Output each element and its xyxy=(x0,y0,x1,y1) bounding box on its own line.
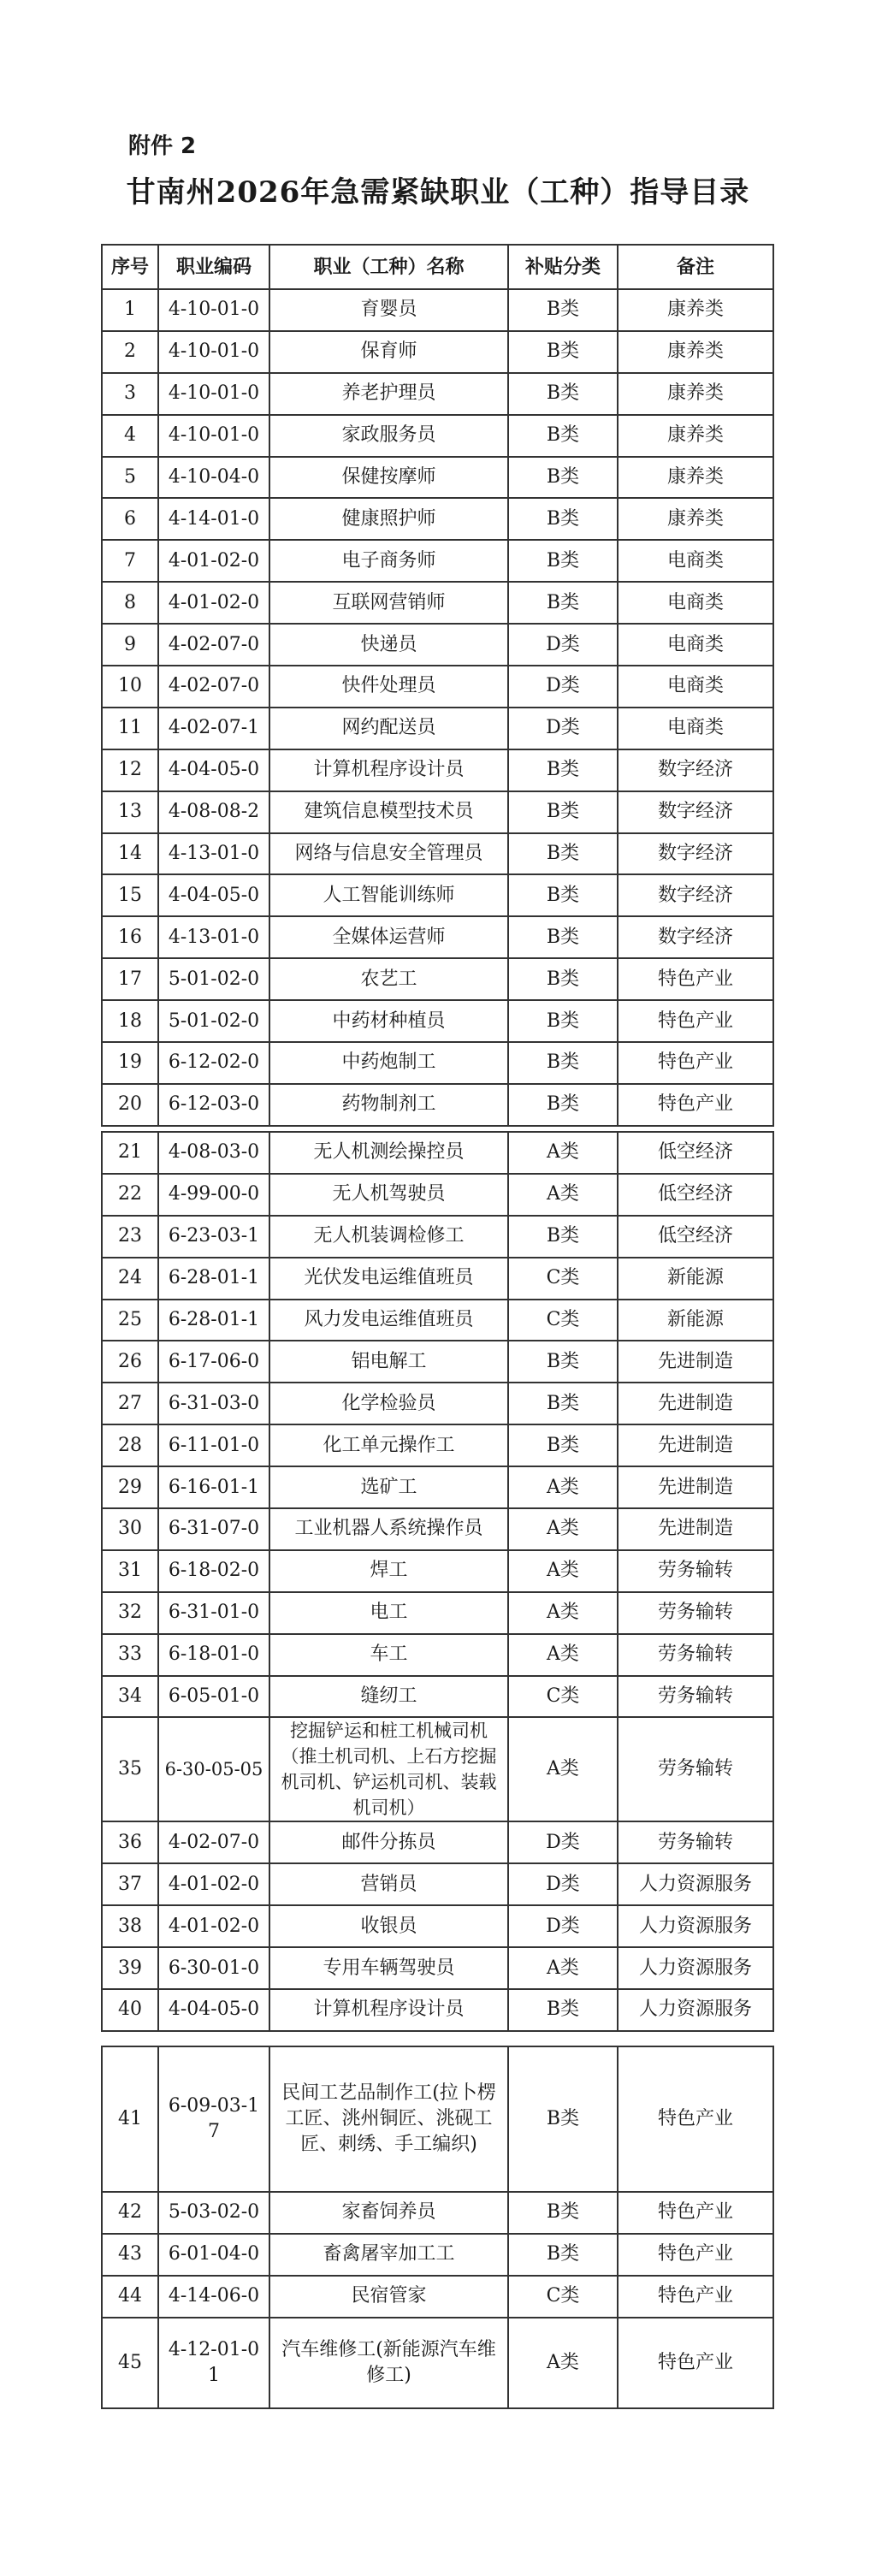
row-seq: 14 xyxy=(102,833,158,875)
row-remark: 康养类 xyxy=(618,415,773,457)
row-seq: 29 xyxy=(102,1466,158,1508)
table-row xyxy=(102,457,773,499)
row-remark: 电商类 xyxy=(618,582,773,624)
table-row xyxy=(102,1084,773,1126)
row-name: 焊工 xyxy=(269,1550,508,1592)
row-remark: 康养类 xyxy=(618,373,773,415)
row-code: 4-10-01-0 xyxy=(158,331,269,373)
table-row xyxy=(102,1592,773,1634)
row-name: 全媒体运营师 xyxy=(269,916,508,958)
row-code: 4-10-01-0 xyxy=(158,373,269,415)
row-seq: 24 xyxy=(102,1258,158,1300)
row-subsidy: A类 xyxy=(508,1466,618,1508)
occupation-table-part-1 xyxy=(101,244,774,1127)
row-code: 6-31-03-0 xyxy=(158,1383,269,1424)
row-seq: 34 xyxy=(102,1676,158,1718)
row-seq: 44 xyxy=(102,2276,158,2318)
row-subsidy: B类 xyxy=(508,415,618,457)
table-row xyxy=(102,1466,773,1508)
row-code: 4-02-07-0 xyxy=(158,1821,269,1863)
row-seq: 2 xyxy=(102,331,158,373)
row-name: 电工 xyxy=(269,1592,508,1634)
occupation-table-part-2 xyxy=(101,1131,774,2032)
row-remark: 特色产业 xyxy=(618,1084,773,1126)
table-row xyxy=(102,624,773,666)
row-remark: 特色产业 xyxy=(618,2192,773,2234)
row-subsidy: B类 xyxy=(508,1042,618,1084)
row-seq: 5 xyxy=(102,457,158,499)
row-name: 缝纫工 xyxy=(269,1676,508,1718)
row-seq: 15 xyxy=(102,874,158,916)
row-code: 4-14-01-0 xyxy=(158,498,269,540)
row-name: 无人机测绘操控员 xyxy=(269,1132,508,1174)
row-subsidy: A类 xyxy=(508,1634,618,1676)
row-code: 4-12-01-01 xyxy=(158,2318,269,2408)
row-name: 民宿管家 xyxy=(269,2276,508,2318)
row-seq: 11 xyxy=(102,708,158,749)
row-subsidy: B类 xyxy=(508,1424,618,1466)
row-remark: 先进制造 xyxy=(618,1508,773,1550)
row-code: 6-18-01-0 xyxy=(158,1634,269,1676)
row-code: 4-01-02-0 xyxy=(158,1905,269,1947)
row-seq: 4 xyxy=(102,415,158,457)
row-subsidy: B类 xyxy=(508,916,618,958)
row-seq: 26 xyxy=(102,1341,158,1383)
row-name: 健康照护师 xyxy=(269,498,508,540)
row-remark: 特色产业 xyxy=(618,958,773,1000)
header-subsidy: 补贴分类 xyxy=(508,245,618,289)
row-seq: 45 xyxy=(102,2318,158,2408)
row-name: 畜禽屠宰加工工 xyxy=(269,2234,508,2276)
row-remark: 劳务输转 xyxy=(618,1592,773,1634)
row-seq: 38 xyxy=(102,1905,158,1947)
row-code: 4-13-01-0 xyxy=(158,916,269,958)
table-row xyxy=(102,833,773,875)
row-subsidy: B类 xyxy=(508,2234,618,2276)
row-name: 养老护理员 xyxy=(269,373,508,415)
table-row xyxy=(102,1132,773,1174)
table-row xyxy=(102,1042,773,1084)
row-seq: 30 xyxy=(102,1508,158,1550)
row-code: 4-14-06-0 xyxy=(158,2276,269,2318)
row-subsidy: B类 xyxy=(508,791,618,833)
table-row xyxy=(102,582,773,624)
header-name: 职业（工种）名称 xyxy=(269,245,508,289)
table-row xyxy=(102,1947,773,1989)
row-seq: 31 xyxy=(102,1550,158,1592)
row-code: 5-01-02-0 xyxy=(158,1000,269,1042)
row-remark: 劳务输转 xyxy=(618,1676,773,1718)
row-seq: 42 xyxy=(102,2192,158,2234)
row-subsidy: C类 xyxy=(508,1676,618,1718)
row-remark: 特色产业 xyxy=(618,2234,773,2276)
row-code: 4-10-01-0 xyxy=(158,289,269,331)
row-code: 6-12-02-0 xyxy=(158,1042,269,1084)
table-row xyxy=(102,540,773,582)
row-code: 6-12-03-0 xyxy=(158,1084,269,1126)
row-remark: 新能源 xyxy=(618,1300,773,1341)
row-seq: 10 xyxy=(102,666,158,708)
row-code: 6-16-01-1 xyxy=(158,1466,269,1508)
row-seq: 18 xyxy=(102,1000,158,1042)
row-name: 风力发电运维值班员 xyxy=(269,1300,508,1341)
row-subsidy: A类 xyxy=(508,1947,618,1989)
row-name: 专用车辆驾驶员 xyxy=(269,1947,508,1989)
row-seq: 43 xyxy=(102,2234,158,2276)
row-remark: 先进制造 xyxy=(618,1341,773,1383)
row-seq: 3 xyxy=(102,373,158,415)
row-code: 6-30-05-05 xyxy=(158,1717,269,1821)
row-remark: 康养类 xyxy=(618,498,773,540)
row-name: 保健按摩师 xyxy=(269,457,508,499)
table-row xyxy=(102,1676,773,1718)
table-row xyxy=(102,1258,773,1300)
row-remark: 劳务输转 xyxy=(618,1550,773,1592)
row-name: 光伏发电运维值班员 xyxy=(269,1258,508,1300)
row-remark: 电商类 xyxy=(618,666,773,708)
row-subsidy: A类 xyxy=(508,1132,618,1174)
row-seq: 39 xyxy=(102,1947,158,1989)
table-row xyxy=(102,2276,773,2318)
row-code: 4-02-07-0 xyxy=(158,666,269,708)
row-code: 5-03-02-0 xyxy=(158,2192,269,2234)
row-seq: 41 xyxy=(102,2046,158,2192)
row-name: 无人机装调检修工 xyxy=(269,1216,508,1258)
table-row xyxy=(102,2318,773,2408)
row-seq: 21 xyxy=(102,1132,158,1174)
row-code: 6-28-01-1 xyxy=(158,1258,269,1300)
row-subsidy: A类 xyxy=(508,1550,618,1592)
table-row xyxy=(102,916,773,958)
row-seq: 8 xyxy=(102,582,158,624)
table-header-row xyxy=(102,245,773,289)
row-remark: 数字经济 xyxy=(618,874,773,916)
row-subsidy: B类 xyxy=(508,331,618,373)
row-remark: 康养类 xyxy=(618,457,773,499)
row-seq: 33 xyxy=(102,1634,158,1676)
row-remark: 电商类 xyxy=(618,708,773,749)
row-remark: 特色产业 xyxy=(618,1042,773,1084)
row-seq: 1 xyxy=(102,289,158,331)
table-row xyxy=(102,958,773,1000)
row-code: 6-17-06-0 xyxy=(158,1341,269,1383)
row-code: 4-08-08-2 xyxy=(158,791,269,833)
row-code: 4-01-02-0 xyxy=(158,582,269,624)
row-remark: 特色产业 xyxy=(618,2276,773,2318)
row-subsidy: B类 xyxy=(508,582,618,624)
row-subsidy: D类 xyxy=(508,666,618,708)
row-remark: 康养类 xyxy=(618,289,773,331)
table-row xyxy=(102,2234,773,2276)
row-code: 4-10-01-0 xyxy=(158,415,269,457)
row-remark: 电商类 xyxy=(618,540,773,582)
row-name: 家畜饲养员 xyxy=(269,2192,508,2234)
row-remark: 低空经济 xyxy=(618,1132,773,1174)
row-seq: 27 xyxy=(102,1383,158,1424)
row-name: 保育师 xyxy=(269,331,508,373)
row-seq: 32 xyxy=(102,1592,158,1634)
table-row xyxy=(102,666,773,708)
row-name: 互联网营销师 xyxy=(269,582,508,624)
row-subsidy: D类 xyxy=(508,1905,618,1947)
row-subsidy: D类 xyxy=(508,708,618,749)
row-name: 中药材种植员 xyxy=(269,1000,508,1042)
row-subsidy: B类 xyxy=(508,2192,618,2234)
row-name: 建筑信息模型技术员 xyxy=(269,791,508,833)
row-remark: 数字经济 xyxy=(618,791,773,833)
table-row xyxy=(102,498,773,540)
row-code: 4-01-02-0 xyxy=(158,1863,269,1905)
row-subsidy: A类 xyxy=(508,1174,618,1216)
row-remark: 人力资源服务 xyxy=(618,1989,773,2031)
table-row xyxy=(102,874,773,916)
table-row xyxy=(102,1216,773,1258)
row-seq: 19 xyxy=(102,1042,158,1084)
row-name: 快件处理员 xyxy=(269,666,508,708)
row-subsidy: B类 xyxy=(508,2046,618,2192)
row-subsidy: B类 xyxy=(508,1084,618,1126)
row-seq: 16 xyxy=(102,916,158,958)
row-seq: 17 xyxy=(102,958,158,1000)
table-row xyxy=(102,1821,773,1863)
table-row xyxy=(102,1550,773,1592)
row-name: 中药炮制工 xyxy=(269,1042,508,1084)
row-remark: 特色产业 xyxy=(618,2318,773,2408)
row-subsidy: D类 xyxy=(508,1863,618,1905)
row-remark: 劳务输转 xyxy=(618,1717,773,1821)
row-name: 网络与信息安全管理员 xyxy=(269,833,508,875)
row-name: 电子商务师 xyxy=(269,540,508,582)
table-row xyxy=(102,708,773,749)
document-title: 甘南州2026年急需紧缺职业（工种）指导目录 xyxy=(126,175,750,210)
table-row xyxy=(102,2192,773,2234)
table-row xyxy=(102,1174,773,1216)
row-seq: 35 xyxy=(102,1717,158,1821)
row-seq: 12 xyxy=(102,749,158,791)
row-name: 民间工艺品制作工(拉卜楞工匠、洮州铜匠、洮砚工匠、刺绣、手工编织) xyxy=(269,2046,508,2192)
row-seq: 22 xyxy=(102,1174,158,1216)
row-subsidy: A类 xyxy=(508,1592,618,1634)
row-subsidy: B类 xyxy=(508,1000,618,1042)
table-row xyxy=(102,373,773,415)
row-seq: 13 xyxy=(102,791,158,833)
table-row xyxy=(102,1300,773,1341)
row-code: 4-01-02-0 xyxy=(158,540,269,582)
row-subsidy: B类 xyxy=(508,289,618,331)
row-name: 营销员 xyxy=(269,1863,508,1905)
row-code: 4-04-05-0 xyxy=(158,1989,269,2031)
row-subsidy: B类 xyxy=(508,1216,618,1258)
row-remark: 低空经济 xyxy=(618,1216,773,1258)
table-row xyxy=(102,415,773,457)
table-row xyxy=(102,1634,773,1676)
table-row xyxy=(102,1905,773,1947)
row-name: 工业机器人系统操作员 xyxy=(269,1508,508,1550)
row-subsidy: A类 xyxy=(508,2318,618,2408)
table-row xyxy=(102,2046,773,2192)
row-code: 4-13-01-0 xyxy=(158,833,269,875)
row-name: 计算机程序设计员 xyxy=(269,749,508,791)
row-seq: 37 xyxy=(102,1863,158,1905)
row-code: 6-31-07-0 xyxy=(158,1508,269,1550)
row-seq: 36 xyxy=(102,1821,158,1863)
row-subsidy: B类 xyxy=(508,1989,618,2031)
row-subsidy: B类 xyxy=(508,498,618,540)
row-code: 4-08-03-0 xyxy=(158,1132,269,1174)
row-code: 6-23-03-1 xyxy=(158,1216,269,1258)
row-code: 6-18-02-0 xyxy=(158,1550,269,1592)
row-remark: 人力资源服务 xyxy=(618,1947,773,1989)
row-subsidy: B类 xyxy=(508,457,618,499)
row-seq: 25 xyxy=(102,1300,158,1341)
row-subsidy: C类 xyxy=(508,2276,618,2318)
row-subsidy: B类 xyxy=(508,874,618,916)
row-name: 选矿工 xyxy=(269,1466,508,1508)
header-seq: 序号 xyxy=(102,245,158,289)
row-remark: 人力资源服务 xyxy=(618,1863,773,1905)
row-remark: 新能源 xyxy=(618,1258,773,1300)
row-name: 人工智能训练师 xyxy=(269,874,508,916)
row-subsidy: B类 xyxy=(508,1383,618,1424)
row-subsidy: B类 xyxy=(508,373,618,415)
row-seq: 7 xyxy=(102,540,158,582)
row-remark: 低空经济 xyxy=(618,1174,773,1216)
row-seq: 9 xyxy=(102,624,158,666)
row-code: 6-01-04-0 xyxy=(158,2234,269,2276)
row-subsidy: D类 xyxy=(508,624,618,666)
row-subsidy: B类 xyxy=(508,749,618,791)
occupation-table-part-3 xyxy=(101,2046,774,2409)
row-name: 邮件分拣员 xyxy=(269,1821,508,1863)
table-row xyxy=(102,791,773,833)
row-subsidy: B类 xyxy=(508,833,618,875)
row-name: 家政服务员 xyxy=(269,415,508,457)
row-remark: 特色产业 xyxy=(618,2046,773,2192)
row-code: 6-31-01-0 xyxy=(158,1592,269,1634)
table-row xyxy=(102,331,773,373)
row-remark: 数字经济 xyxy=(618,916,773,958)
row-code: 4-04-05-0 xyxy=(158,874,269,916)
row-remark: 劳务输转 xyxy=(618,1821,773,1863)
row-code: 4-02-07-1 xyxy=(158,708,269,749)
row-code: 6-09-03-17 xyxy=(158,2046,269,2192)
row-remark: 特色产业 xyxy=(618,1000,773,1042)
header-code: 职业编码 xyxy=(158,245,269,289)
row-code: 6-28-01-1 xyxy=(158,1300,269,1341)
table-row xyxy=(102,1863,773,1905)
row-code: 6-05-01-0 xyxy=(158,1676,269,1718)
row-remark: 人力资源服务 xyxy=(618,1905,773,1947)
row-subsidy: A类 xyxy=(508,1717,618,1821)
row-name: 快递员 xyxy=(269,624,508,666)
row-name: 计算机程序设计员 xyxy=(269,1989,508,2031)
row-name: 无人机驾驶员 xyxy=(269,1174,508,1216)
row-subsidy: B类 xyxy=(508,540,618,582)
table-row xyxy=(102,289,773,331)
row-code: 6-11-01-0 xyxy=(158,1424,269,1466)
row-seq: 40 xyxy=(102,1989,158,2031)
table-row xyxy=(102,1000,773,1042)
row-name: 车工 xyxy=(269,1634,508,1676)
row-code: 4-04-05-0 xyxy=(158,749,269,791)
row-remark: 数字经济 xyxy=(618,749,773,791)
row-name: 农艺工 xyxy=(269,958,508,1000)
row-remark: 电商类 xyxy=(618,624,773,666)
row-code: 6-30-01-0 xyxy=(158,1947,269,1989)
annex-label: 附件 2 xyxy=(128,133,197,159)
row-seq: 23 xyxy=(102,1216,158,1258)
row-name: 网约配送员 xyxy=(269,708,508,749)
row-remark: 劳务输转 xyxy=(618,1634,773,1676)
table-row xyxy=(102,1341,773,1383)
row-name: 汽车维修工(新能源汽车维修工) xyxy=(269,2318,508,2408)
row-seq: 28 xyxy=(102,1424,158,1466)
row-code: 4-02-07-0 xyxy=(158,624,269,666)
row-subsidy: B类 xyxy=(508,1341,618,1383)
row-remark: 先进制造 xyxy=(618,1466,773,1508)
row-remark: 先进制造 xyxy=(618,1383,773,1424)
row-subsidy: C类 xyxy=(508,1300,618,1341)
row-code: 4-99-00-0 xyxy=(158,1174,269,1216)
row-name: 铝电解工 xyxy=(269,1341,508,1383)
row-name: 化学检验员 xyxy=(269,1383,508,1424)
row-name: 化工单元操作工 xyxy=(269,1424,508,1466)
row-subsidy: B类 xyxy=(508,958,618,1000)
row-subsidy: C类 xyxy=(508,1258,618,1300)
row-name: 药物制剂工 xyxy=(269,1084,508,1126)
table-row xyxy=(102,1424,773,1466)
row-subsidy: D类 xyxy=(508,1821,618,1863)
table-row xyxy=(102,1383,773,1424)
table-row xyxy=(102,1989,773,2031)
row-name: 收银员 xyxy=(269,1905,508,1947)
row-remark: 先进制造 xyxy=(618,1424,773,1466)
row-name: 挖掘铲运和桩工机械司机（推土机司机、上石方挖掘机司机、铲运机司机、装载机司机） xyxy=(269,1717,508,1821)
row-name: 育婴员 xyxy=(269,289,508,331)
row-code: 4-10-04-0 xyxy=(158,457,269,499)
table-row xyxy=(102,1717,773,1821)
header-remark: 备注 xyxy=(618,245,773,289)
row-seq: 6 xyxy=(102,498,158,540)
table-row xyxy=(102,1508,773,1550)
row-code: 5-01-02-0 xyxy=(158,958,269,1000)
row-remark: 康养类 xyxy=(618,331,773,373)
table-row xyxy=(102,749,773,791)
row-subsidy: A类 xyxy=(508,1508,618,1550)
row-seq: 20 xyxy=(102,1084,158,1126)
row-remark: 数字经济 xyxy=(618,833,773,875)
